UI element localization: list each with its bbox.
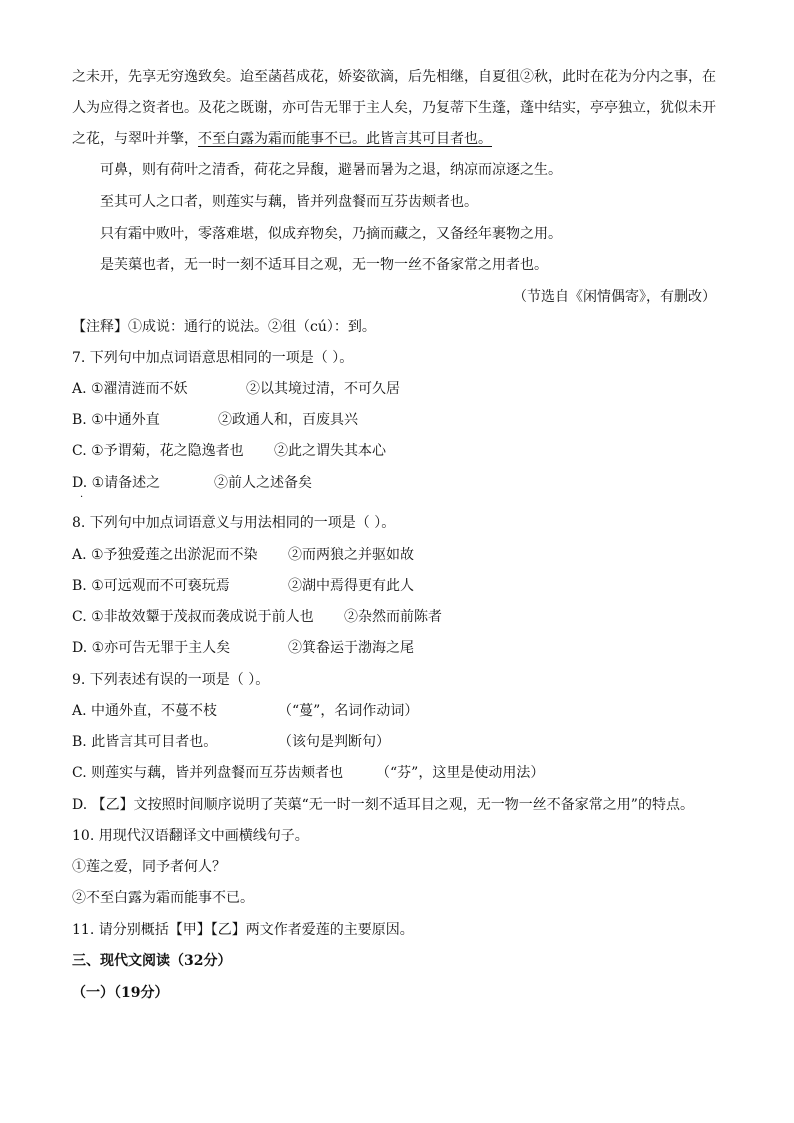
- q7-option-c-part1: C. ①予谓菊，花之隐逸者也: [72, 443, 244, 459]
- passage-paragraph-4: 只有霜中败叶，零落难堪，似成弃物矣，乃摘而藏之，又备经年裹物之用。: [100, 226, 562, 242]
- q8-option-a-part1: A. ①予独爱莲之出淤泥而不染: [72, 547, 258, 563]
- passage-source: （节选自《闲情偶寄》，有删改）: [513, 289, 716, 305]
- passage-line-3: [72, 129, 492, 149]
- q8-option-d: [72, 638, 414, 658]
- q10-sentence-2: ②不至白露为霜而能事不已。: [72, 890, 254, 906]
- q9-option-c-part2: （“芬”，这里是使动用法）: [376, 765, 545, 781]
- q8-option-c-part2: ②杂然而前陈者: [344, 609, 442, 625]
- q7-option-c-part2: ②此之谓失其本心: [274, 443, 386, 459]
- q8-option-c-part1: C. ①非故效颦于茂叔而袭成说于前人也: [72, 609, 314, 625]
- q10-sentence-1: ①莲之爱，同予者何人？: [72, 859, 226, 875]
- q7-option-d: [72, 473, 312, 493]
- q7-stem: 7. 下列句中加点词语意思相同的一项是（ ）。: [72, 350, 354, 366]
- q9-stem: 9. 下列表述有误的一项是（ ）。: [72, 672, 270, 688]
- passage-paragraph-5: 是芙蕖也者，无一时一刻不适耳目之观，无一物一丝不备家常之用者也。: [100, 257, 548, 273]
- q9-option-c-part1: C. 则莲实与藕，皆并列盘餐而互芬齿颊者也: [72, 765, 344, 781]
- emphasis-dot-mark: ·: [80, 492, 84, 503]
- q9-option-b-part1: B. 此皆言其可目者也。: [72, 734, 218, 750]
- q7-option-b-part1: B. ①中通外直: [72, 412, 160, 428]
- q7-option-a-part2: ②以其境过清，不可久居: [246, 381, 400, 397]
- q7-option-a-part1: A. ①濯清涟而不妖: [72, 381, 188, 397]
- q9-option-a-part2: （“蔓”，名词作动词）: [278, 703, 419, 719]
- q7-option-a: [72, 379, 400, 399]
- q11-stem: 11. 请分别概括【甲】【乙】两文作者爱莲的主要原因。: [72, 922, 414, 938]
- q8-option-a-part2: ②而两狼之并驱如故: [288, 547, 414, 563]
- underlined-sentence: 不至白露为霜而能事不已。此皆言其可目者也。: [198, 131, 492, 147]
- q7-option-b: [72, 410, 358, 430]
- passage-line-2: 人为应得之资者也。及花之既谢，亦可告无罪于主人矣，乃复蒂下生蓬，蓬中结实，亭亭独立，犹似未开: [72, 100, 716, 116]
- q8-option-b-part2: ②湖中焉得更有此人: [288, 578, 414, 594]
- annotation-note: 【注释】①成说：通行的说法。②徂（cú）：到。: [72, 319, 376, 335]
- q8-option-d-part2: ②箕畚运于渤海之尾: [288, 640, 414, 656]
- passage-paragraph-3: 至其可人之口者，则莲实与藕，皆并列盘餐而互芬齿颊者也。: [100, 194, 478, 210]
- section-3-subtitle: （一）（19分）: [72, 985, 169, 1001]
- q10-stem: 10. 用现代汉语翻译文中画横线句子。: [72, 828, 309, 844]
- passage-line-1: 之未开，先享无穷逸致矣。迨至菡萏成花，娇姿欲滴，后先相继，自夏徂②秋，此时在花为分内之事，在: [72, 69, 716, 85]
- q8-option-c: [72, 607, 442, 627]
- passage-line-3-prefix: 之花，与翠叶并擎，: [72, 131, 198, 147]
- q9-option-d: D. 【乙】文按照时间顺序说明了芙蕖“无一时一刻不适耳目之观，无一物一丝不备家常之用”的特点。: [72, 797, 694, 813]
- q8-option-b: [72, 576, 414, 596]
- q9-option-c: [72, 763, 545, 783]
- q8-option-d-part1: D. ①亦可告无罪于主人矣: [72, 640, 231, 656]
- q9-option-b-part2: （该句是判断句）: [278, 734, 390, 750]
- q8-option-b-part1: B. ①可远观而不可亵玩焉: [72, 578, 230, 594]
- section-3-title: 三、现代文阅读（32分）: [72, 953, 232, 969]
- q8-stem: 8. 下列句中加点词语意义与用法相同的一项是（ ）。: [72, 515, 396, 531]
- q7-option-d-part2: ②前人之述备矣: [214, 475, 312, 491]
- q8-option-a: [72, 545, 414, 565]
- q7-option-c: [72, 441, 386, 461]
- q9-option-a: [72, 701, 419, 721]
- q7-option-b-part2: ②政通人和，百废具兴: [218, 412, 358, 428]
- passage-paragraph-2: 可鼻，则有荷叶之清香，荷花之异馥，避暑而暑为之退，纳凉而凉逐之生。: [100, 162, 562, 178]
- q7-option-d-part1: D. ①请备述之: [72, 475, 161, 491]
- q9-option-b: [72, 732, 390, 752]
- q9-option-a-part1: A. 中通外直，不蔓不枝: [72, 703, 218, 719]
